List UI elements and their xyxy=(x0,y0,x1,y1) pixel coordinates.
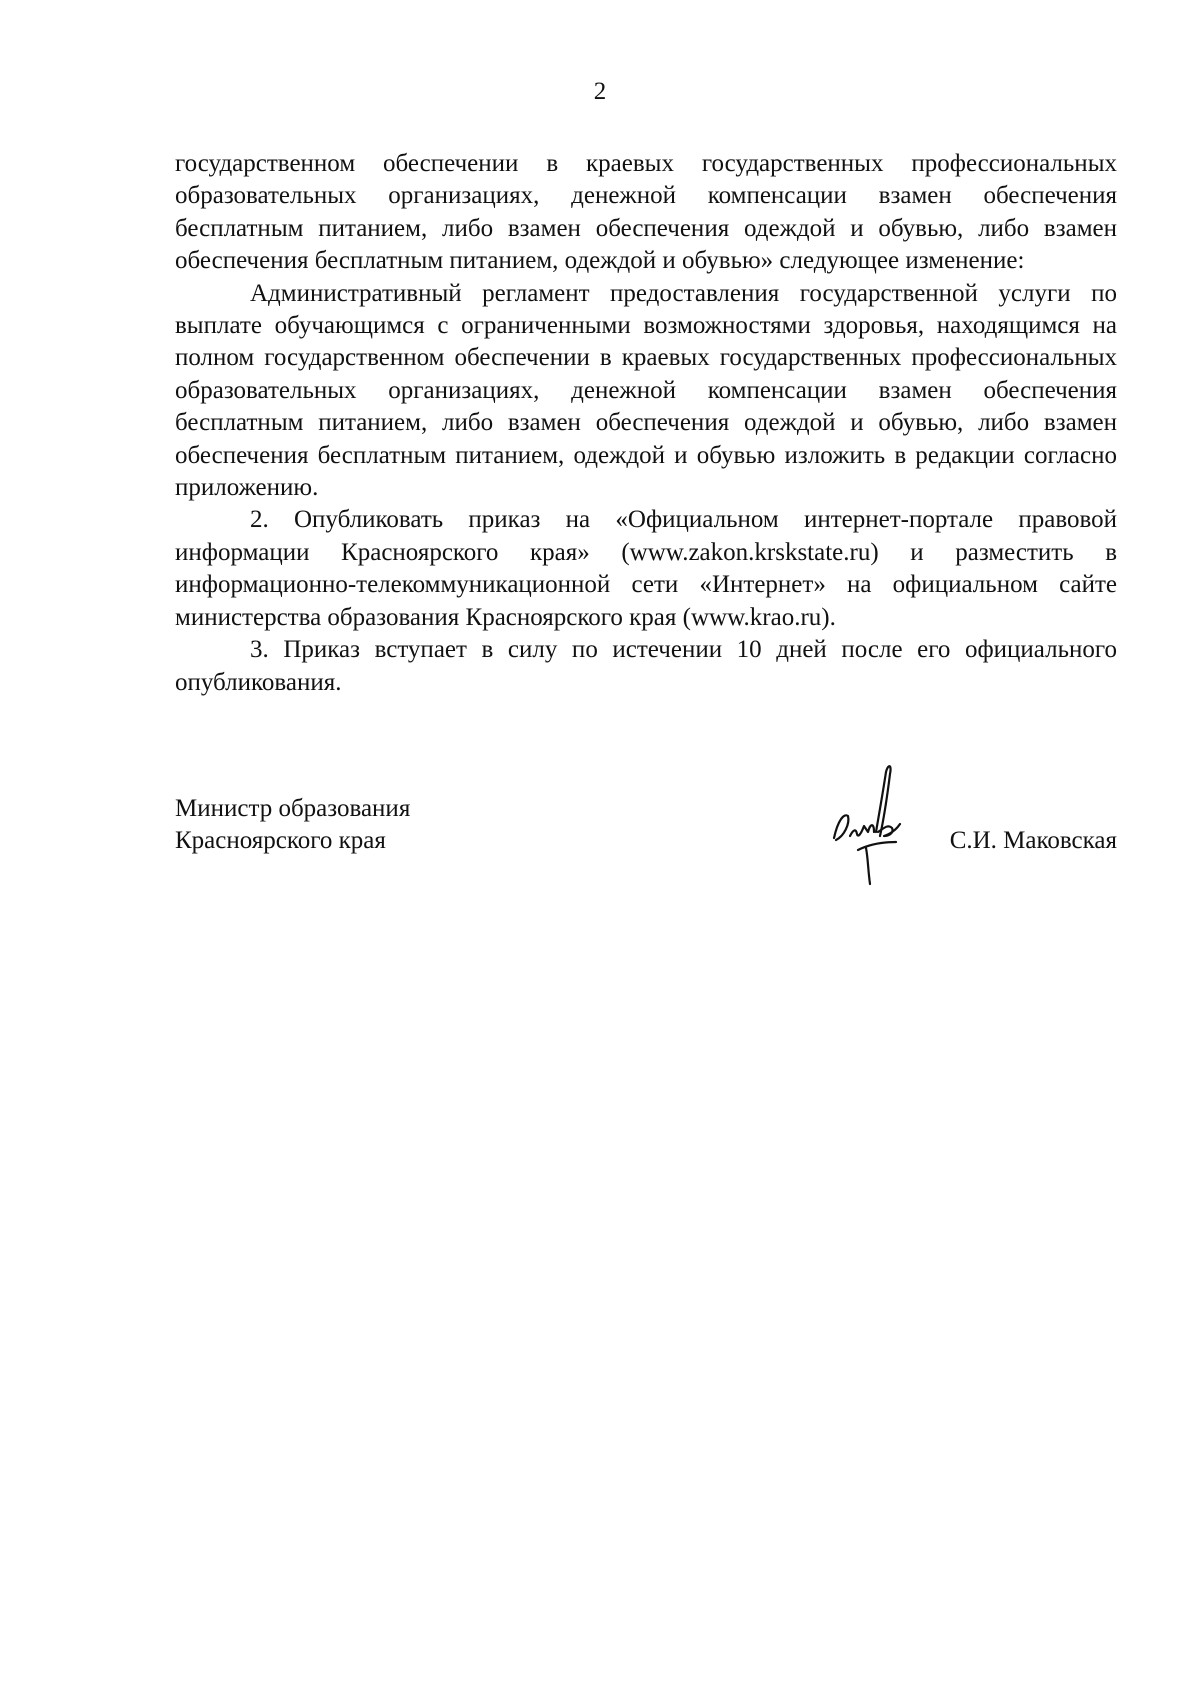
paragraph-regulation: Административный регламент предоставления государственной услуги по выплате обучающимся с ограниченными возможностями здоровья, находящимся на полном государственном обеспечении в краевых государственных профессиональных образовательных организациях, денежной компенсации взамен обеспечения бесплатным питанием, либо взамен обеспечения одеждой и обувью, либо взамен обеспечения бесплатным питанием, одеждой и обувью изложить в редакции согласно приложению. xyxy=(175,279,1117,502)
signatory-title-line2: Красноярского края xyxy=(175,827,386,855)
signatory-title-line1: Министр образования xyxy=(175,795,411,822)
page-number: 2 xyxy=(593,78,607,105)
document-body xyxy=(175,148,1117,699)
paragraph-publication: 2. Опубликовать приказ на «Официальном интернет-портале правовой информации Красноярского края» (www.zakon.krskstate.ru) и разместить в информационно-телекоммуникационной сети «Интернет» на официальном сайте министерства образования Красноярского края (www.krao.ru). xyxy=(175,506,1117,631)
paragraph-effective-date: 3. Приказ вступает в силу по истечении 10 дней после его официального опубликования. xyxy=(175,636,1117,696)
signatory-name: С.И. Маковская xyxy=(949,827,1117,855)
signature-block xyxy=(175,793,1117,858)
paragraph-continuation: государственном обеспечении в краевых государственных профессиональных образовательных организациях, денежной компенсации взамен обеспечения бесплатным питанием, либо взамен обеспечения одеждой и обувью, либо взамен обеспечения бесплатным питанием, одеждой и обувью» следующее изменение: xyxy=(175,150,1117,275)
handwritten-signature xyxy=(830,758,930,908)
